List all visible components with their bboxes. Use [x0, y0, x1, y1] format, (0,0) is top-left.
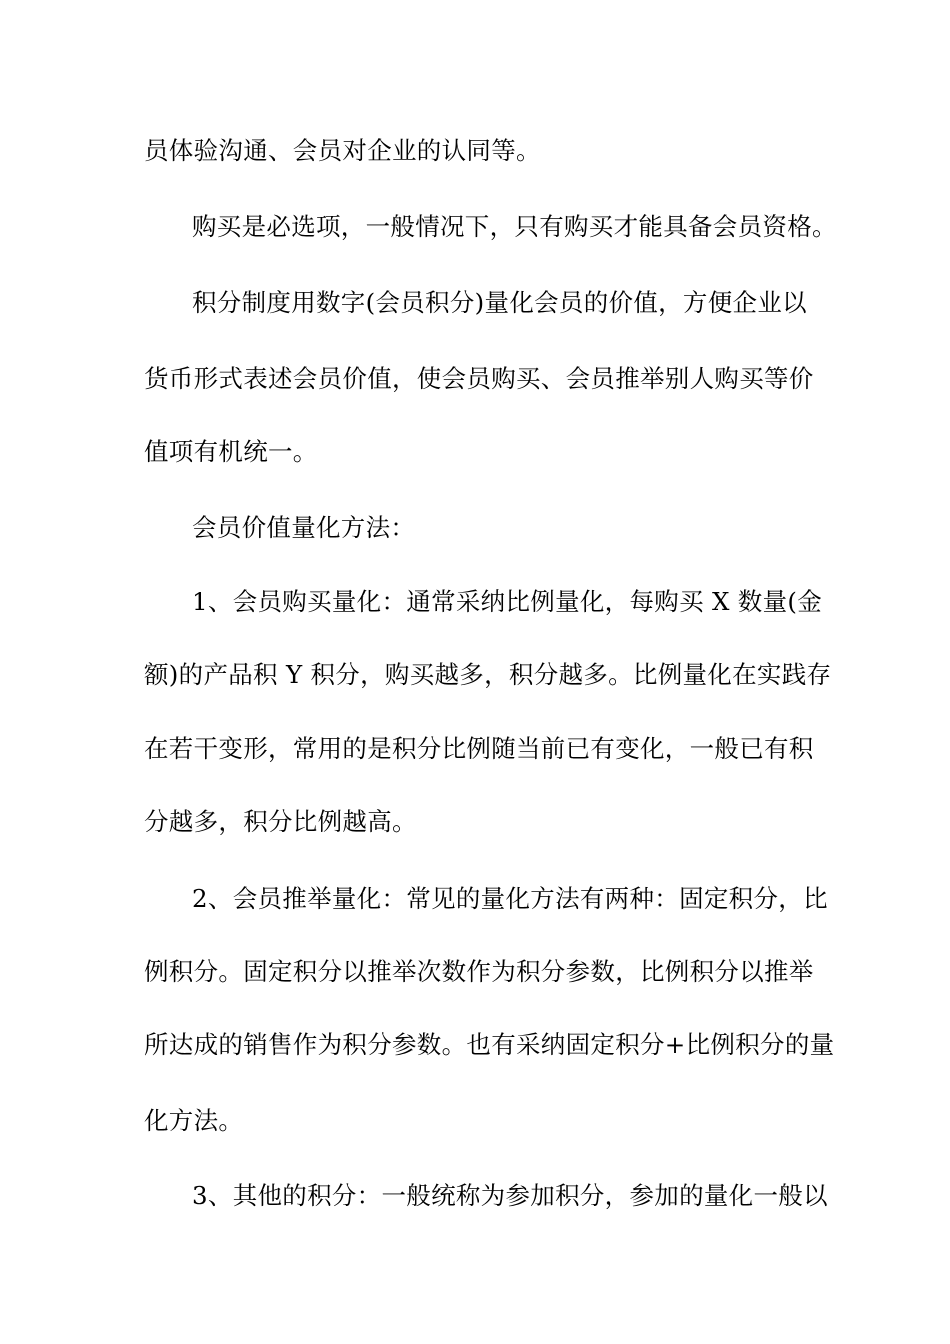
- text-line: 值项有机统一。: [144, 437, 318, 466]
- paragraph-line: 3、其他的积分：一般统称为参加积分，参加的量化一般以: [192, 1181, 828, 1210]
- paragraph-line: 购买是必选项，一般情况下，只有购买才能具备会员资格。: [192, 212, 837, 241]
- paragraph-line: 积分制度用数字(会员积分)量化会员的价值，方便企业以: [192, 288, 807, 317]
- text-line: 额)的产品积 Y 积分，购买越多，积分越多。比例量化在实践存: [144, 660, 832, 689]
- text-line: 例积分。固定积分以推举次数作为积分参数，比例积分以推举: [144, 957, 814, 986]
- text-line: 所达成的销售作为积分参数。也有采纳固定积分+比例积分的量: [144, 1030, 835, 1059]
- paragraph-line: 2、会员推举量化：常见的量化方法有两种：固定积分，比: [192, 884, 828, 913]
- paragraph-line: 会员价值量化方法：: [192, 513, 416, 542]
- text-line: 分越多，积分比例越高。: [144, 807, 417, 836]
- text-line: 在若干变形，常用的是积分比例随当前已有变化，一般已有积: [144, 734, 814, 763]
- text-line: 货币形式表述会员价值，使会员购买、会员推举别人购买等价: [144, 364, 814, 393]
- text-line: 员体验沟通、会员对企业的认同等。: [144, 136, 541, 165]
- paragraph-line: 1、会员购买量化：通常采纳比例量化，每购买 X 数量(金: [192, 587, 823, 616]
- text-line: 化方法。: [144, 1106, 244, 1135]
